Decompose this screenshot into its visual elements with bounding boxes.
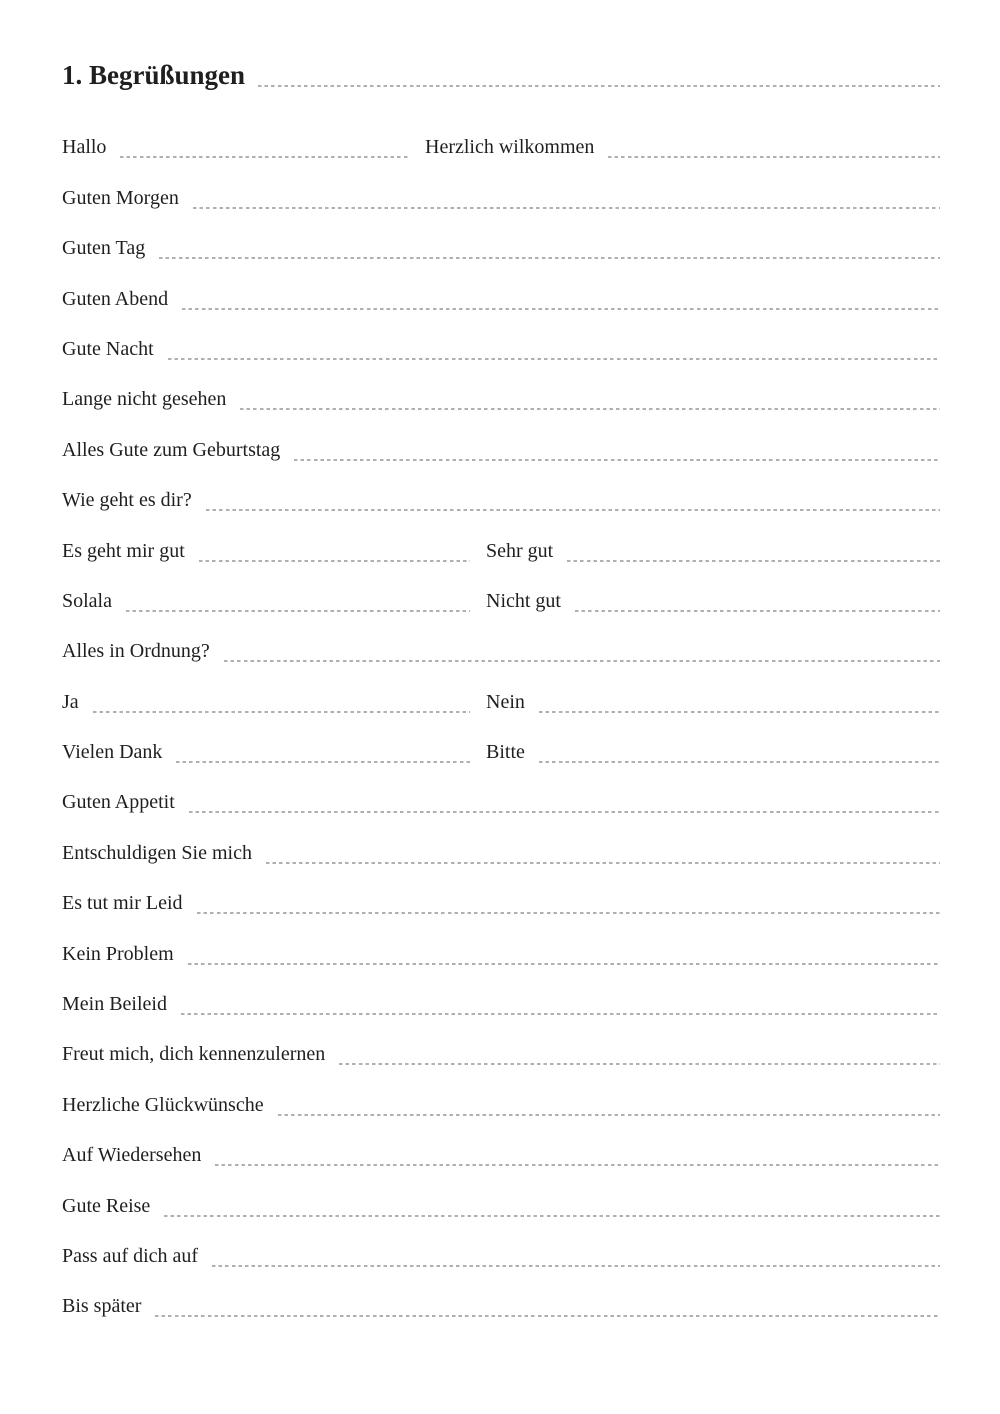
phrase-cell bbox=[62, 234, 940, 262]
phrase-cell bbox=[486, 738, 940, 766]
answer-line bbox=[159, 257, 940, 259]
phrase-row bbox=[62, 867, 940, 917]
answer-line bbox=[120, 156, 409, 158]
phrase-cell bbox=[62, 385, 940, 413]
phrase-cell bbox=[62, 436, 940, 464]
phrase-row bbox=[62, 1068, 940, 1118]
phrase-label: Sehr gut bbox=[486, 539, 554, 562]
phrase-cell bbox=[62, 688, 486, 716]
phrase-label: Freut mich, dich kennenzulernen bbox=[62, 1043, 326, 1066]
phrase-cell bbox=[62, 990, 940, 1018]
answer-line bbox=[182, 308, 940, 310]
phrase-label: Mein Beileid bbox=[62, 993, 167, 1016]
phrase-row bbox=[62, 464, 940, 514]
phrase-label: Vielen Dank bbox=[62, 741, 163, 764]
phrase-label: Guten Tag bbox=[62, 237, 146, 260]
phrase-row bbox=[62, 968, 940, 1018]
phrase-row bbox=[62, 615, 940, 665]
answer-line bbox=[189, 811, 940, 813]
answer-line bbox=[206, 509, 940, 511]
phrase-row bbox=[62, 766, 940, 816]
answer-line bbox=[197, 912, 940, 914]
phrase-label: Solala bbox=[62, 589, 112, 612]
phrase-row bbox=[62, 111, 940, 161]
phrase-label: Gute Reise bbox=[62, 1194, 151, 1217]
phrase-label: Es tut mir Leid bbox=[62, 892, 183, 915]
answer-line bbox=[224, 660, 940, 662]
phrase-label: Alles in Ordnung? bbox=[62, 640, 210, 663]
page-title: 1. Begrüßungen bbox=[62, 60, 246, 90]
phrase-row bbox=[62, 1220, 940, 1270]
phrase-label: Bis später bbox=[62, 1295, 142, 1318]
phrase-row bbox=[62, 413, 940, 463]
answer-line bbox=[188, 963, 940, 965]
phrase-cell bbox=[62, 738, 486, 766]
phrase-row bbox=[62, 1018, 940, 1068]
phrase-cell bbox=[62, 587, 486, 615]
phrase-label: Auf Wiedersehen bbox=[62, 1144, 202, 1167]
phrase-row bbox=[62, 363, 940, 413]
answer-line bbox=[266, 862, 940, 864]
phrase-row bbox=[62, 262, 940, 312]
phrase-row bbox=[62, 313, 940, 363]
phrase-label: Wie geht es dir? bbox=[62, 489, 192, 512]
phrase-label: Ja bbox=[62, 690, 79, 713]
phrase-row bbox=[62, 1270, 940, 1320]
answer-line bbox=[539, 711, 940, 713]
phrase-label: Guten Morgen bbox=[62, 186, 179, 209]
phrase-row bbox=[62, 665, 940, 715]
title-row bbox=[62, 59, 940, 91]
phrase-row bbox=[62, 514, 940, 564]
answer-line bbox=[176, 761, 470, 763]
phrase-label: Lange nicht gesehen bbox=[62, 388, 227, 411]
answer-line bbox=[181, 1013, 940, 1015]
phrase-label: Es geht mir gut bbox=[62, 539, 185, 562]
phrase-cell bbox=[62, 940, 940, 968]
phrase-cell bbox=[62, 1242, 940, 1270]
phrase-row bbox=[62, 212, 940, 262]
answer-line bbox=[608, 156, 940, 158]
phrase-cell bbox=[62, 839, 940, 867]
phrase-cell bbox=[62, 637, 940, 665]
answer-line bbox=[278, 1114, 940, 1116]
phrase-cell bbox=[62, 788, 940, 816]
answer-line bbox=[193, 207, 940, 209]
phrase-row bbox=[62, 1119, 940, 1169]
answer-line bbox=[339, 1063, 940, 1065]
answer-line bbox=[155, 1315, 940, 1317]
phrase-label: Gute Nacht bbox=[62, 337, 154, 360]
phrase-label: Hallo bbox=[62, 136, 107, 159]
phrase-cell bbox=[62, 285, 940, 313]
phrase-cell bbox=[62, 1040, 940, 1068]
answer-line bbox=[294, 459, 940, 461]
answer-line bbox=[199, 560, 470, 562]
answer-line bbox=[126, 610, 470, 612]
answer-line bbox=[240, 408, 940, 410]
phrase-cell bbox=[62, 1292, 940, 1320]
phrase-cell bbox=[62, 1192, 940, 1220]
phrase-row bbox=[62, 917, 940, 967]
phrase-cell bbox=[62, 184, 940, 212]
phrase-label: Alles Gute zum Geburtstag bbox=[62, 438, 281, 461]
phrase-label: Bitte bbox=[486, 741, 525, 764]
phrase-row bbox=[62, 1169, 940, 1219]
answer-line bbox=[212, 1265, 940, 1267]
title-underline bbox=[258, 85, 940, 87]
answer-line bbox=[215, 1164, 940, 1166]
phrase-label: Guten Appetit bbox=[62, 791, 175, 814]
phrase-row bbox=[62, 161, 940, 211]
phrase-cell bbox=[486, 587, 940, 615]
phrase-cell bbox=[62, 889, 940, 917]
phrase-label: Guten Abend bbox=[62, 287, 169, 310]
phrase-label: Herzlich wilkommen bbox=[425, 136, 595, 159]
answer-line bbox=[567, 560, 940, 562]
phrase-cell bbox=[62, 486, 940, 514]
answer-line bbox=[539, 761, 940, 763]
phrase-label: Herzliche Glückwünsche bbox=[62, 1093, 264, 1116]
answer-line bbox=[575, 610, 940, 612]
answer-line bbox=[164, 1215, 940, 1217]
phrase-label: Nicht gut bbox=[486, 589, 561, 612]
phrase-row bbox=[62, 716, 940, 766]
phrase-cell bbox=[425, 133, 940, 161]
phrase-cell bbox=[62, 335, 940, 363]
phrase-list bbox=[62, 111, 940, 1320]
phrase-label: Nein bbox=[486, 690, 525, 713]
phrase-cell bbox=[62, 1141, 940, 1169]
phrase-cell bbox=[62, 133, 425, 161]
phrase-row bbox=[62, 816, 940, 866]
phrase-cell bbox=[486, 688, 940, 716]
phrase-cell bbox=[486, 537, 940, 565]
phrase-label: Pass auf dich auf bbox=[62, 1244, 199, 1267]
phrase-cell bbox=[62, 537, 486, 565]
phrase-cell bbox=[62, 1091, 940, 1119]
phrase-row bbox=[62, 565, 940, 615]
answer-line bbox=[93, 711, 470, 713]
phrase-label: Entschuldigen Sie mich bbox=[62, 841, 252, 864]
answer-line bbox=[168, 358, 940, 360]
phrase-label: Kein Problem bbox=[62, 942, 174, 965]
